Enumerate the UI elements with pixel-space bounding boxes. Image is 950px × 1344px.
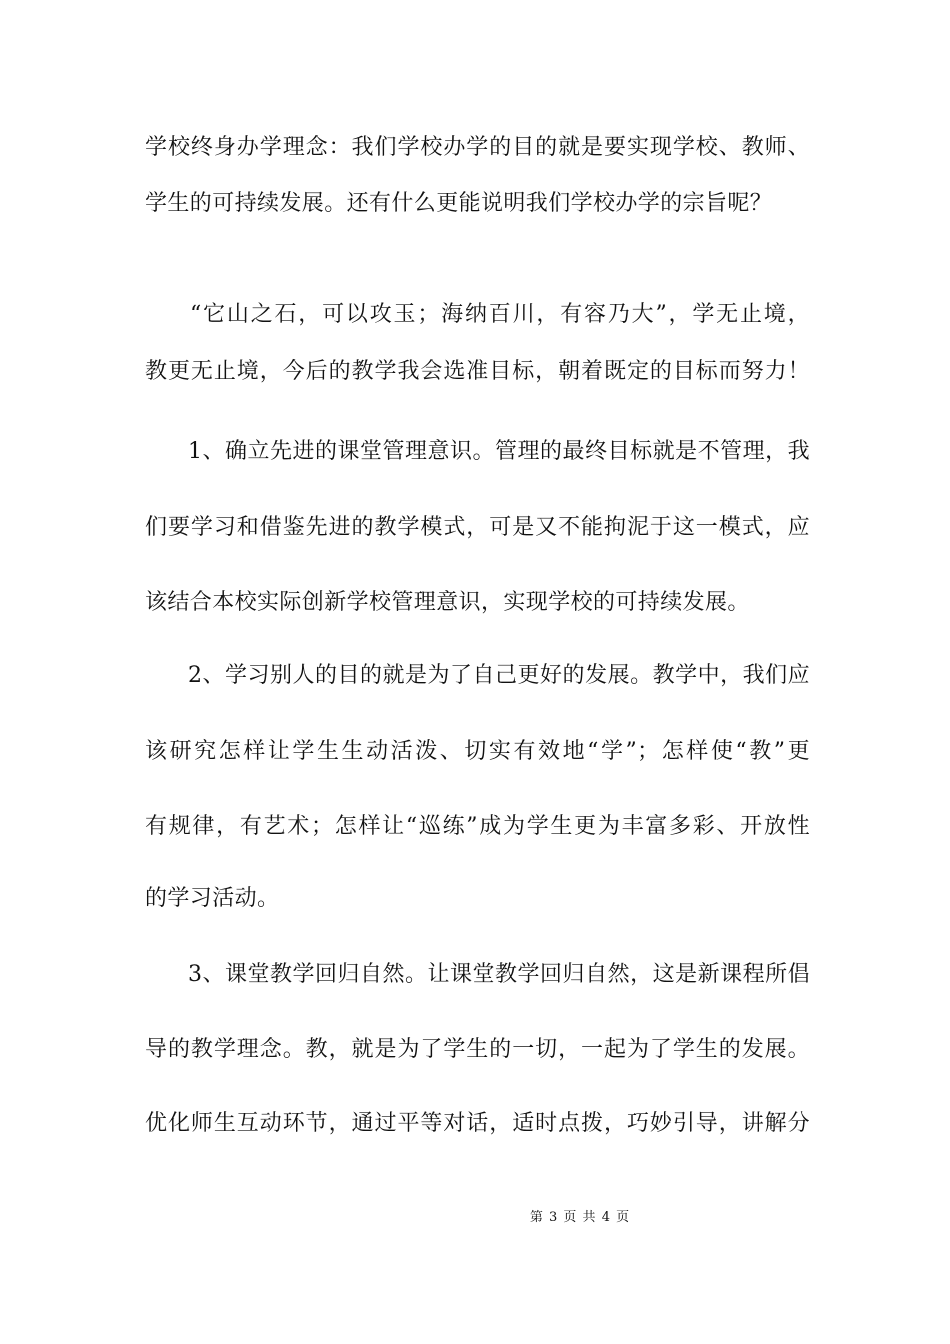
text-line: 该研究怎样让学生生动活泼、切实有效地“学”；怎样使“教”更 xyxy=(145,739,810,764)
text-line: 们要学习和借鉴先进的教学模式，可是又不能拘泥于这一模式，应 xyxy=(145,515,810,540)
page-footer: 第 3 页 共 4 页 xyxy=(529,1210,631,1225)
text-line: 优化师生互动环节，通过平等对话，适时点拨，巧妙引导，讲解分 xyxy=(145,1111,810,1136)
text-line: 3、课堂教学回归自然。让课堂教学回归自然，这是新课程所倡 xyxy=(188,962,810,987)
text-line: 导的教学理念。教，就是为了学生的一切，一起为了学生的发展。 xyxy=(145,1037,810,1062)
text-line: 的学习活动。 xyxy=(145,886,280,911)
text-line: 学生的可持续发展。还有什么更能说明我们学校办学的宗旨呢？ xyxy=(145,191,773,216)
text-line: 2、学习别人的目的就是为了自己更好的发展。教学中，我们应 xyxy=(188,663,810,688)
text-line: 学校终身办学理念：我们学校办学的目的就是要实现学校、教师、 xyxy=(145,135,810,160)
text-line: “它山之石，可以攻玉；海纳百川，有容乃大”，学无止境， xyxy=(190,302,810,327)
text-line: 1、确立先进的课堂管理意识。管理的最终目标就是不管理，我 xyxy=(188,439,810,464)
text-line: 有规律，有艺术；怎样让“巡练”成为学生更为丰富多彩、开放性 xyxy=(145,814,810,839)
text-line: 教更无止境，今后的教学我会选准目标，朝着既定的目标而努力！ xyxy=(145,359,810,384)
text-line: 该结合本校实际创新学校管理意识，实现学校的可持续发展。 xyxy=(145,590,750,615)
